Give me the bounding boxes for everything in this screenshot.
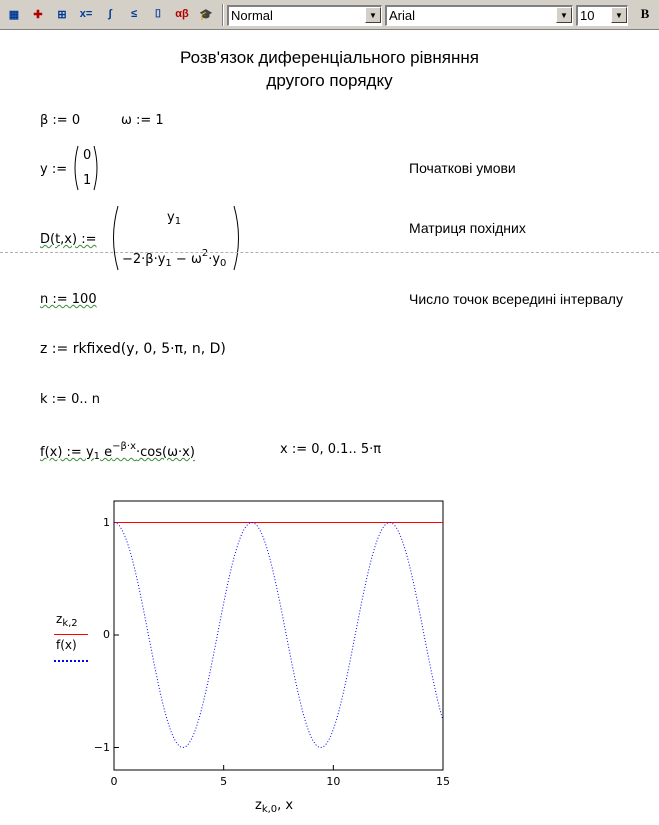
beta-definition[interactable]: β := 0 [40, 113, 81, 128]
legend-label: $z_{k,2}$ [56, 612, 78, 629]
plot-frame [114, 501, 443, 770]
chevron-down-icon[interactable]: ▼ [365, 7, 381, 23]
D-definition-lhs[interactable] [40, 232, 96, 247]
evaluation-toolbar-icon[interactable]: x= [79, 8, 93, 20]
omega-definition[interactable]: ω := 1 [121, 113, 164, 128]
y-tick-label: −1 [93, 740, 110, 754]
matrix-toolbar-icon[interactable]: ⊞ [57, 8, 67, 21]
x-range-definition[interactable]: x := 0, 0.1.. 5·π [280, 442, 382, 457]
chevron-down-icon[interactable]: ▼ [611, 7, 627, 23]
x-axis-label: $z_{k,0}$, x [255, 798, 294, 815]
style-select[interactable] [227, 5, 382, 26]
D-matrix-row-1: $y_1$ [167, 210, 182, 227]
series-line-fx [114, 523, 443, 748]
boolean-toolbar-icon[interactable]: ≤ [130, 8, 138, 20]
n-definition[interactable] [40, 292, 97, 307]
toolbar-separator [222, 4, 224, 26]
legend-swatch [54, 660, 88, 662]
worksheet-title-line-2: другого порядку [266, 71, 393, 90]
comment-derivative-matrix: Матриця похідних [409, 220, 526, 236]
worksheet-title-line-1: Розв'язок диференціального рівняння [180, 48, 479, 67]
y-vector-value: 1 [83, 173, 92, 188]
xy-plot[interactable] [50, 500, 470, 820]
n-definition-text: n := 100 [40, 292, 97, 307]
x-tick-label: 10 [326, 775, 341, 788]
programming-toolbar-icon[interactable]: ⌷ [154, 7, 162, 20]
comment-number-of-points: Число точок всередині інтервалу [409, 291, 623, 307]
D-matrix[interactable] [108, 204, 244, 272]
style-select-value: Normal [231, 8, 273, 23]
x-tick-label: 5 [220, 775, 228, 788]
font-size-select[interactable] [576, 5, 628, 26]
formatting-toolbar [0, 0, 659, 30]
font-select-value: Arial [389, 8, 416, 23]
x-tick-label: 0 [110, 775, 118, 788]
y-vector[interactable] [70, 144, 102, 192]
legend-swatch [54, 634, 88, 635]
greek-toolbar-icon[interactable]: αβ [175, 8, 189, 20]
comment-initial-conditions: Початкові умови [409, 160, 516, 176]
plot-canvas [50, 500, 470, 820]
legend-label: f(x) [56, 638, 77, 652]
D-matrix-row-2: $-2\cdot\beta\cdot y_1 - \omega^2\cdot y_0$ [122, 248, 227, 269]
f-function-definition[interactable]: f(x) := $y_1$ $e^{-\beta\cdot x}\cdot\cos(\omega\cdot x)$ [40, 441, 195, 462]
symbolic-toolbar-icon[interactable]: 🎓 [199, 8, 213, 21]
y-vector-value: 0 [83, 148, 92, 163]
chevron-down-icon[interactable]: ▼ [556, 7, 572, 23]
calculus-toolbar-icon[interactable]: ∫ [108, 8, 112, 20]
y-tick-label: 1 [103, 515, 110, 529]
bold-button[interactable]: B [640, 6, 650, 21]
D-definition-lhs-text: D(t,x) := [40, 232, 97, 247]
calculator-icon[interactable]: ▦ [8, 8, 20, 21]
page-break-line [0, 252, 659, 253]
font-size-select-value: 10 [580, 8, 595, 23]
font-select[interactable] [385, 5, 573, 26]
y-definition-lhs[interactable]: y := [40, 162, 68, 177]
k-range-definition[interactable]: k := 0.. n [40, 392, 100, 407]
z-rkfixed-definition[interactable]: z := rkfixed(y, 0, 5·π, n, D) [40, 341, 226, 357]
graph-toolbar-icon[interactable]: ✚ [33, 8, 43, 21]
y-tick-label: 0 [103, 628, 110, 641]
x-tick-label: 15 [436, 775, 450, 788]
